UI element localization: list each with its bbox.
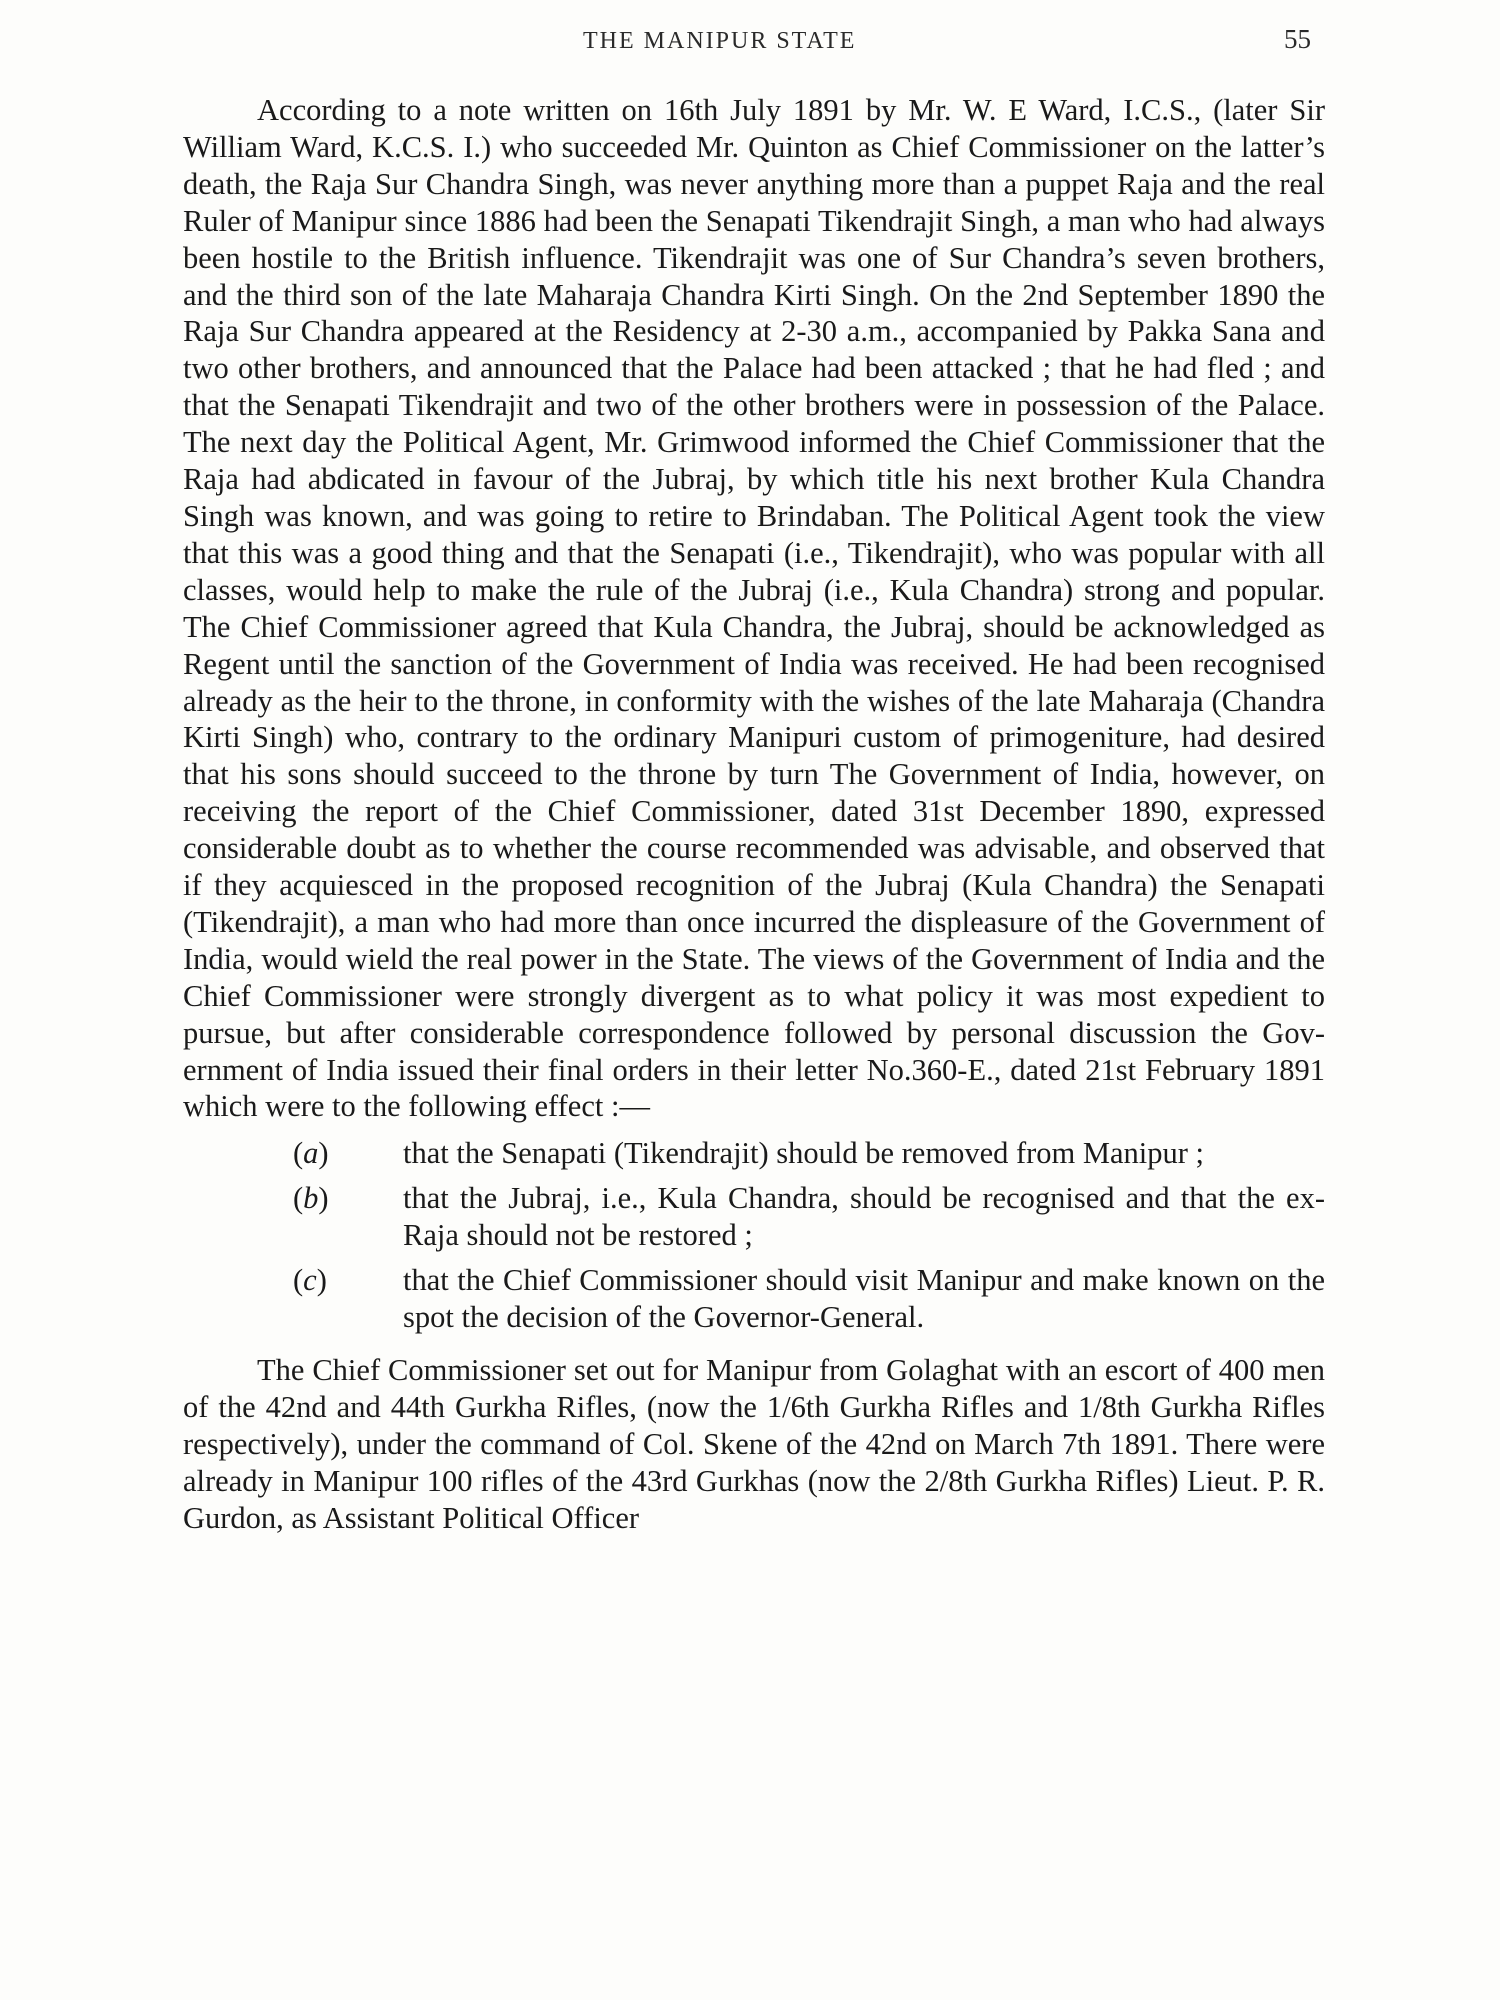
- order-item-a: [183, 1135, 1325, 1172]
- order-item-c: [183, 1262, 1325, 1336]
- page-number: 55: [1284, 24, 1311, 54]
- order-text-b: that the Jubraj, i.e., Kula Chandra, should be recognised and that the ex-Raja should not be restored ;: [403, 1181, 1325, 1253]
- order-marker-c: (c): [293, 1263, 327, 1298]
- main-paragraph: According to a note written on 16th July 1891 by Mr. W. E Ward, I.C.S., (later Sir William Ward, K.C.S. I.) who succeeded Mr. Quinton as Chief Commissioner on the latter’s death, the Raja Sur Chandra Singh, was never anything more than a puppet Raja and the real Ruler of Manipur since 1886 had been the Senapati Tikendrajit Singh, a man who had always been hostile to the British influence. Tikendrajit was one of Sur Chandra’s seven brothers, and the third son of the late Maharaja Chandra Kirti Singh. On the 2nd September 1890 the Raja Sur Chandra appeared at the Residency at 2-30 a.m., accompanied by Pakka Sana and two other brothers, and announced that the Palace had been attacked ; that he had fled ; and that the Senapati Tikendrajit and two of the other brothers were in possession of the Palace. The next day the Political Agent, Mr. Grimwood informed the Chief Commissioner that the Raja had abdicated in favour of the Jubraj, by which title his next brother Kula Chandra Singh was known, and was going to retire to Brindaban. The Political Agent took the view that this was a good thing and that the Senapati (i.e., Tikendrajit), who was popular with all classes, would help to make the rule of the Jubraj (i.e., Kula Chandra) strong and popular. The Chief Commissioner agreed that Kula Chandra, the Jubraj, should be acknowledged as Regent until the sanction of the Government of India was received. He had been recognised already as the heir to the throne, in conformity with the wishes of the late Maharaja (Chandra Kirti Singh) who, contrary to the ordinary Manipuri custom of primogeniture, had desired that his sons should succeed to the throne by turn The Government of India, however, on receiving the report of the Chief Commissioner, dated 31st December 1890, expressed considerable doubt as to whether the course recommended was advisable, and observed that if they acquiesced in the proposed recognition of the Jubraj (Kula Chandra) the Senapati (Tikendrajit), a man who had more than once incurred the displeasure of the Government of India, would wield the real power in the State. The views of the Government of India and the Chief Commissioner were strongly divergent as to what policy it was most expedient to pursue, but after considerable correspondence followed by personal discussion the Government of India issued their final orders in their letter No.360-E., dated 21st February 1891 which were to the following effect :—: [183, 93, 1325, 1124]
- body-text: [183, 92, 1325, 1536]
- orders-list: [183, 1135, 1325, 1336]
- order-marker-b: (b): [293, 1181, 329, 1216]
- closing-paragraph: The Chief Commissioner set out for Manipur from Golaghat with an escort of 400 men of the 42nd and 44th Gurkha Rifles, (now the 1/6th Gurkha Rifles and 1/8th Gurkha Rifles respectively), under the command of Col. Skene of the 42nd on March 7th 1891. There were already in Manipur 100 rifles of the 43rd Gurkhas (now the 2/8th Gurkha Rifles) Lieut. P. R. Gurdon, as Assistant Political Officer: [183, 1352, 1325, 1535]
- order-text-c: that the Chief Commissioner should visit Manipur and make known on the spot the decision of the Governor-General.: [403, 1263, 1325, 1334]
- order-text-a: that the Senapati (Tikendrajit) should be removed from Manipur ;: [403, 1136, 1205, 1171]
- order-marker-a: (a): [293, 1136, 329, 1171]
- running-header: [0, 24, 1500, 64]
- order-item-b: [183, 1180, 1325, 1254]
- running-title: THE MANIPUR STATE: [583, 28, 857, 54]
